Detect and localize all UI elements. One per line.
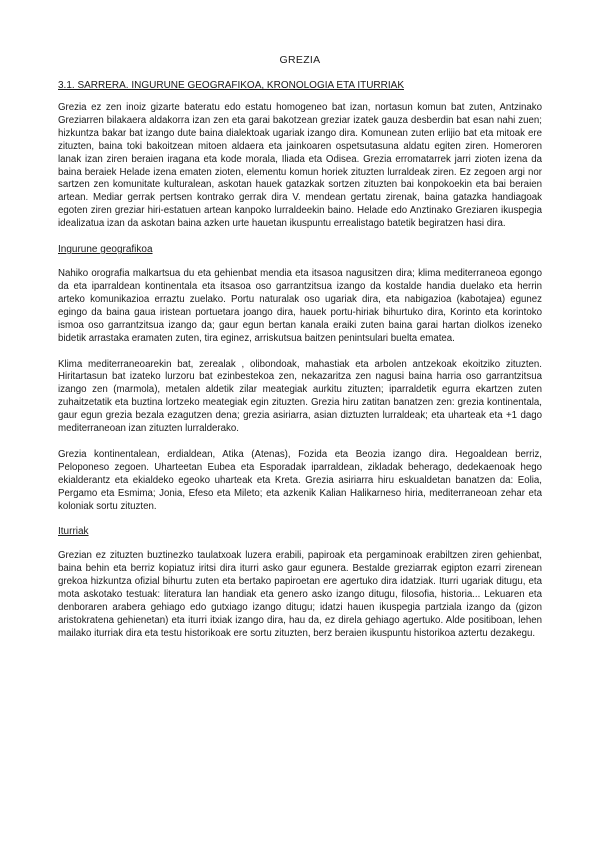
document-title: GREZIA	[279, 54, 321, 66]
geo-heading: Ingurune geografikoa	[58, 244, 153, 256]
intro-paragraph: Grezia ez zen inoiz gizarte bateratu edo estatu homogeneo bat izan, nortasun komun bat zuten, Antzinako Greziarren bilakaera aldakorra izan zen eta garai bakotzean greziar izatek gauza desberdin bat esan nahi zuen; hizkuntza bakar bat izango dute baina dialektoak ugariak izango dira. Komunean zuten erlijio bat eta mitoak ere zituzten, baina toki bakoitzean mitoen aldaera eta jainkoaren ospetsutasuna aldatu egiten ziren. Homeroren lanak izan ziren beraien iragana eta kode morala, Iliada eta Odisea. Grezia erromatarrek jarri zioten izena da baina beraiek Helade izena ematen zioten, elementu komun horiek zituzten lurraldeak ziren. Ez zegoen argi nor sartzen zen komunitate kulturalean, askotan hauek gatazkak sortzen zituzten bai konpokoekin eta bai beraien artean. Mediar gerrak pertsen kontrako gerrak dira V. mendean gertatu zirenak, baina gatazka handiagoak egoten ziren greziar hiri-estatuen artean kanpoko lurraldeekin baino. Helade edo Anztinako Greziaren ikuspegia idealizatua izan da askotan baina azken urte hauetan ikuspuntu errealistago batetik begiratzen hasi dira.	[58, 102, 542, 230]
geo-paragraph-2: Klima mediterraneoarekin bat, zerealak , olibondoak, mahastiak eta arbolen antzekoak ekoitziko zituzten. Hiritartasun bat izateko lurzoru bat ezinbestekoa zen, nekazaritza zen nagusi baina harria oso garrantzitsua izango zen (marmola), metalen aldetik zilar meategiak aurkitu zituzten; iparraldetik egurra ekartzen zuten zuhaitzetatik eta buztina lortzeko meategiak egin zituzten. Grezia hiru zatitan banatzen zen: grezia kontinentala, gaur egun grezia bezala ezagutzen dena; grezia asiriarra, asian diztuzten lurraldeak; eta uharteak eta +1 dago mediterraneoan izan zituzten lurralderako.	[58, 358, 542, 435]
sources-paragraph-1: Grezian ez zituzten buztinezko taulatxoak luzera erabili, papiroak eta pergaminoak erabiltzen ziren gehienbat, baina behin eta berriz kopiatuz iritsi dira iturri asko gaur egunera. Bestalde greziarrak egipton ezarri zirenean grekoa hizkuntza ofizial bihurtu zuten eta bertako papiroetan ere agertuko dira idatziak. Iturri ugariak ditugu, eta mota askotako testuak: literatura lan handiak eta genero asko izango ditugu, filosofia, historia... Lekuaren eta denboraren arabera gehiago edo gutxiago izango ditugu; idatzi hauen ikuspegia partziala izango da (gizon aristokratena gehienetan) eta iturri itxiak izango dira, hau da, ez direla gehiago agertuko. Alde positiboan, lehen mailako iturriak dira eta testu historikoak ere sortu zituzten, berz beraien ikuspuntu historikoa aztertu dezakegu.	[58, 550, 542, 639]
document-page	[58, 54, 542, 654]
sources-heading: Iturriak	[58, 526, 89, 538]
geo-paragraph-3: Grezia kontinentalean, erdialdean, Atika (Atenas), Fozida eta Beozia izango dira. Hegoaldean berriz, Peloponeso zegoen. Uharteetan Eubea eta Esporadak iparraldean, zikladak beherago, dedekaenoak hego ekialderantz eta ekialdeko egeoko uharteak eta Kreta. Grezia asiriarra hiru eskualdetan banatzen da: Eolia, Pergamo eta Esmima; Jonia, Efeso eta Mileto; eta azkenik Kalian Halikarneso hiria, mediterraneoan zehar eta koloniak sortu zituzten.	[58, 448, 542, 512]
section-heading: 3.1. SARRERA. INGURUNE GEOGRAFIKOA, KRONOLOGIA ETA ITURRIAK	[58, 80, 404, 91]
geo-paragraph-1: Nahiko orografia malkartsua du eta gehienbat mendia eta itsasoa nagusitzen dira; klima mediterraneoa egongo da eta iparraldean kontinentala eta itsasoa oso garrantzitsua izango da kostalde handia duelako eta herrin arteko komunikazioa erraztu zuelako. Portu naturalak oso ugariak dira, eta nabigazioa (kabotajea) egunez egingo da baina gaua iristean portuetara joango dira, hauek portu-hiriak bihurtuko dira, Korinto eta korintoko ismoa oso garrantzitsua izango da; gaur egun bertan kanala eraiki zuten baina garai hartan diolkos izeneko bidetik arrastaka eramaten zuten, tira eginez, arriskutsua baitzen penintsulari buelta ematea.	[58, 268, 542, 344]
